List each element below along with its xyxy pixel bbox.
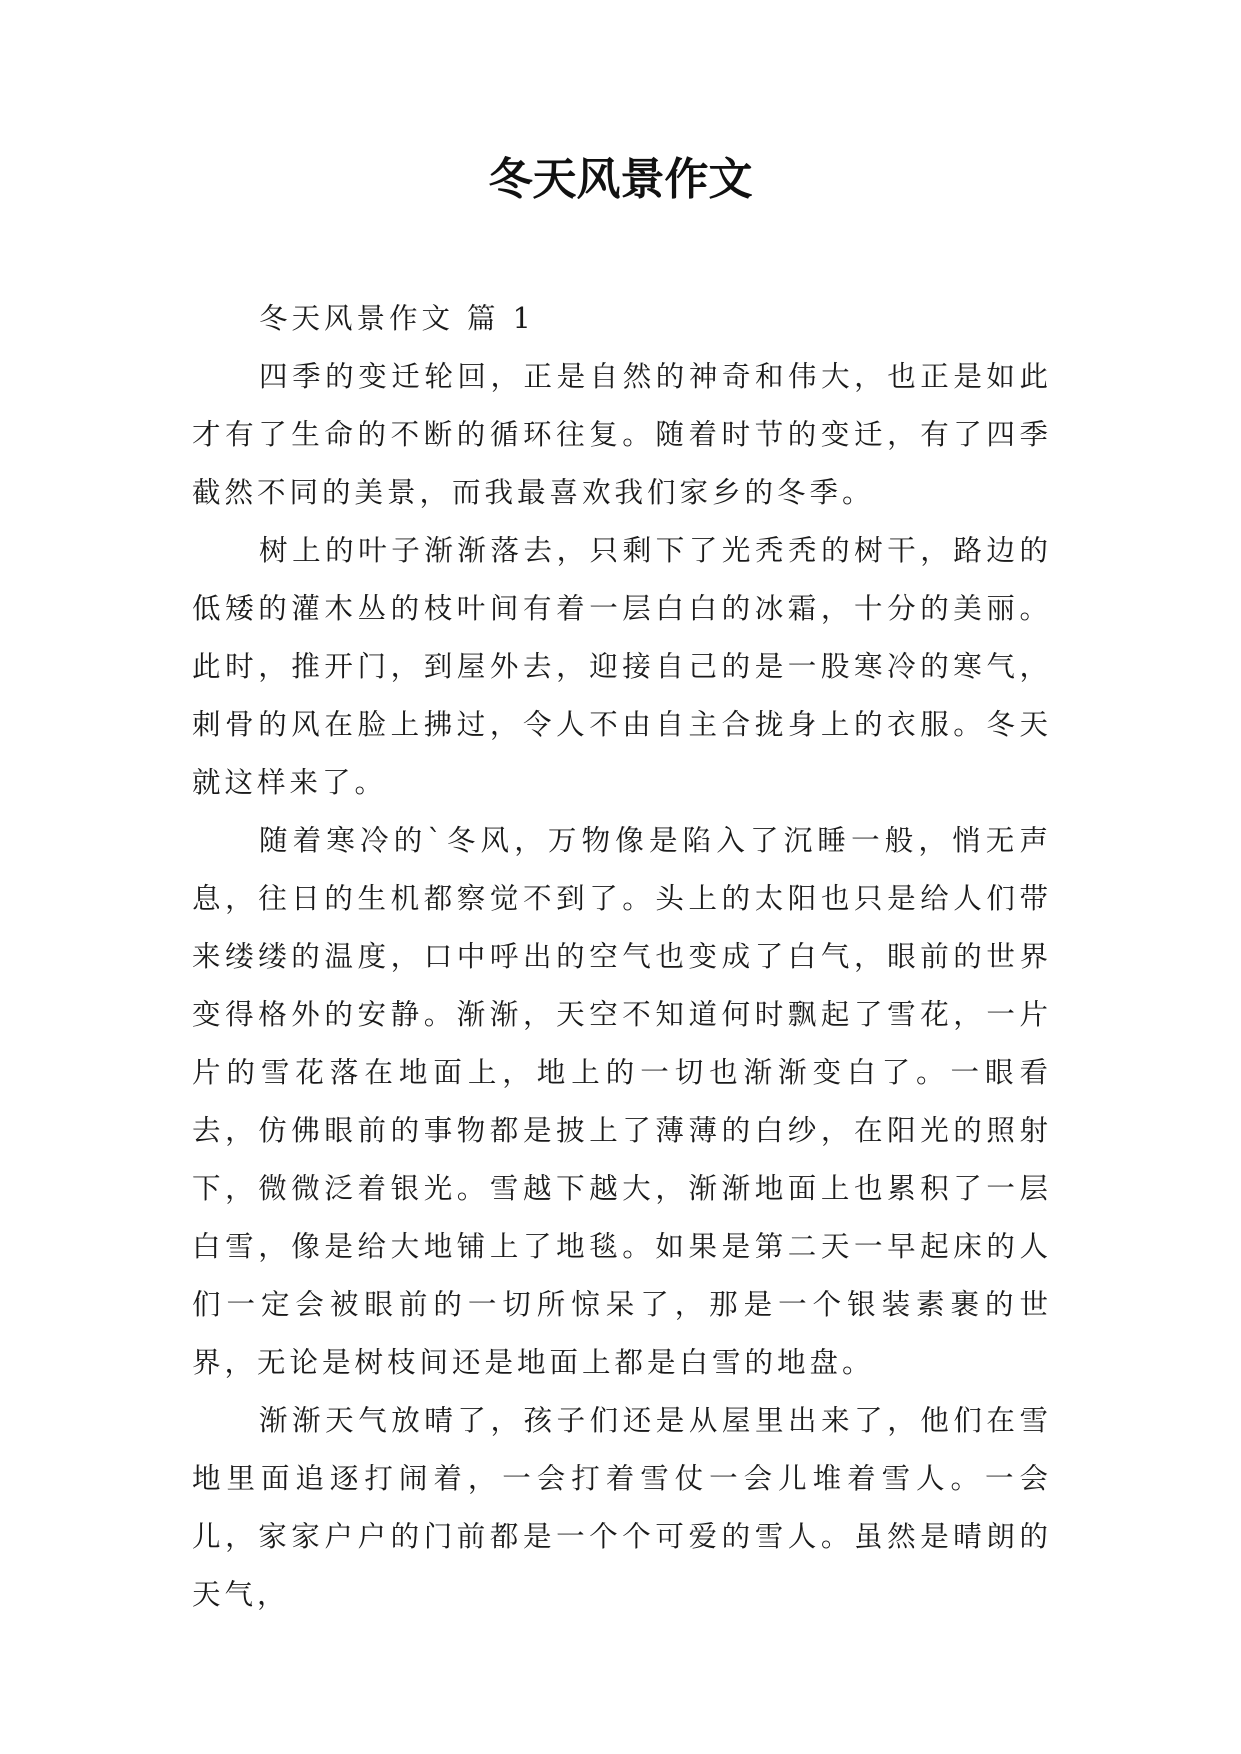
- paragraph-3: 随着寒冷的`冬风，万物像是陷入了沉睡一般，悄无声息，往日的生机都察觉不到了。头上的太阳也只是给人们带来缕缕的温度，口中呼出的空气也变成了白气，眼前的世界变得格外的安静。渐渐，天空不知道何时飘起了雪花，一片片的雪花落在地面上，地上的一切也渐渐变白了。一眼看去，仿佛眼前的事物都是披上了薄薄的白纱，在阳光的照射下，微微泛着银光。雪越下越大，渐渐地面上也累积了一层白雪，像是给大地铺上了地毯。如果是第二天一早起床的人们一定会被眼前的一切所惊呆了，那是一个银装素裹的世界，无论是树枝间还是地面上都是白雪的地盘。: [192, 824, 1052, 1379]
- paragraph-1: 四季的变迁轮回，正是自然的神奇和伟大，也正是如此才有了生命的不断的循环往复。随着时节的变迁，有了四季截然不同的美景，而我最喜欢我们家乡的冬季。: [192, 360, 1052, 509]
- paragraph-4: 渐渐天气放晴了，孩子们还是从屋里出来了，他们在雪地里面追逐打闹着，一会打着雪仗一会儿堆着雪人。一会儿，家家户户的门前都是一个个可爱的雪人。虽然是晴朗的天气，: [192, 1404, 1052, 1611]
- section-heading: 冬天风景作文 篇 1: [259, 302, 535, 335]
- paragraph-2: 树上的叶子渐渐落去，只剩下了光秃秃的树干，路边的低矮的灌木丛的枝叶间有着一层白白的冰霜，十分的美丽。此时，推开门，到屋外去，迎接自己的是一股寒冷的寒气，刺骨的风在脸上拂过，令人不由自主合拢身上的衣服。冬天就这样来了。: [192, 534, 1052, 799]
- document-title: 冬天风景作文: [488, 154, 753, 205]
- document-body: [192, 290, 1052, 1624]
